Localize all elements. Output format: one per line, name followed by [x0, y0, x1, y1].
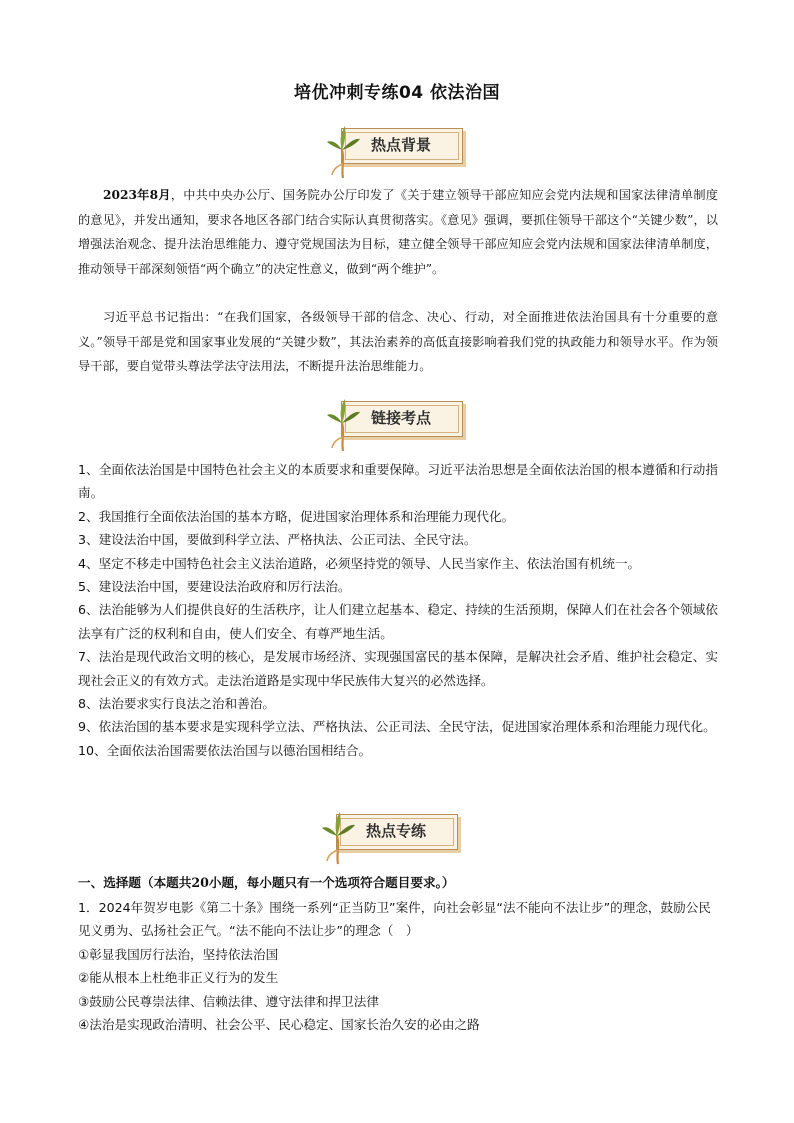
list-item: 9、依法治国的基本要求是实现科学立法、严格执法、公正司法、全民守法，促进国家治理体系和治理能力现代化。	[78, 719, 716, 735]
choice-section-heading: 一、选择题（本题共20小题，每小题只有一个选项符合题目要求。）	[78, 875, 455, 890]
ginseng-leaf-icon	[323, 393, 363, 453]
list-item: 10、全面依法治国需要依法治国与以德治国相结合。	[78, 742, 372, 758]
option-3: ③鼓励公民尊崇法律、信赖法律、遵守法律和捍卫法律	[78, 993, 379, 1009]
ginseng-leaf-icon	[323, 120, 363, 180]
section-badge-label: 链接考点	[370, 409, 431, 427]
points-list	[78, 458, 718, 762]
ginseng-leaf-icon	[318, 806, 358, 866]
background-date: 2023年8月	[103, 188, 171, 202]
list-item: 5、建设法治中国，要建设法治政府和厉行法治。	[78, 579, 351, 595]
list-item: 4、坚定不移走中国特色社会主义法治道路，必须坚持党的领导、人民当家作主、依法治国有机统一。	[78, 555, 641, 571]
question-1	[78, 896, 718, 1036]
list-item: 2、我国推行全面依法治国的基本方略，促进国家治理体系和治理能力现代化。	[78, 508, 515, 524]
option-2: ②能从根本上杜绝非正义行为的发生	[78, 970, 279, 986]
section-badge-background	[323, 120, 473, 172]
section-badge-practice	[318, 806, 468, 858]
background-paragraph-1: 2023年8月，中共中央办公厅、国务院办公厅印发了《关于建立领导干部应知应会党内法规和国家法律清单制度的意见》，并发出通知，要求各地区各部门结合实际认真贯彻落实。《意见》强调，要抓住领导干部这个“关键少数”，以增强法治观念、提升法治思维能力、遵守党规国法为目标，建立健全领导干部应知应会党内法规和国家法律清单制度，推动领导干部深刻领悟“两个确立”的决定性意义，做到“两个维护”。	[78, 188, 718, 276]
list-item: 3、建设法治中国，要做到科学立法、严格执法、公正司法、全民守法。	[78, 532, 477, 548]
option-4: ④法治是实现政治清明、社会公平、民心稳定、国家长治久安的必由之路	[78, 1017, 480, 1033]
question-stem: 1．2024年贺岁电影《第二十条》围绕一系列“正当防卫”案件，向社会彰显“法不能向不法让步”的理念，鼓励公民见义勇为、弘扬社会正气。“法不能向不法让步”的理念（ ）	[78, 900, 711, 939]
option-1: ①彰显我国厉行法治，坚持依法治国	[78, 946, 279, 962]
section-badge-points	[323, 393, 473, 445]
list-item: 7、法治是现代政治文明的核心，是发展市场经济、实现强国富民的基本保障，是解决社会矛盾、维护社会稳定、实现社会正义的有效方式。走法治道路是实现中华民族伟大复兴的必然选择。	[78, 649, 718, 688]
section-badge-label: 热点背景	[370, 136, 431, 154]
background-paragraph-2: 习近平总书记指出：“在我们国家，各级领导干部的信念、决心、行动，对全面推进依法治国具有十分重要的意义。”领导干部是党和国家事业发展的“关键少数”，其法治素养的高低直接影响着我们党的执政能力和领导水平。作为领导干部，要自觉带头尊法学法守法用法，不断提升法治思维能力。	[78, 310, 718, 374]
page-title: 培优冲刺专练04 依法治国	[293, 83, 501, 103]
list-item: 8、法治要求实行良法之治和善治。	[78, 696, 275, 712]
section-badge-label: 热点专练	[365, 822, 426, 840]
list-item: 1、全面依法治国是中国特色社会主义的本质要求和重要保障。习近平法治思想是全面依法治国的根本遵循和行动指南。	[78, 462, 718, 501]
list-item: 6、法治能够为人们提供良好的生活秩序，让人们建立起基本、稳定、持续的生活预期，保障人们在社会各个领域依法享有广泛的权利和自由，使人们安全、有尊严地生活。	[78, 602, 718, 641]
